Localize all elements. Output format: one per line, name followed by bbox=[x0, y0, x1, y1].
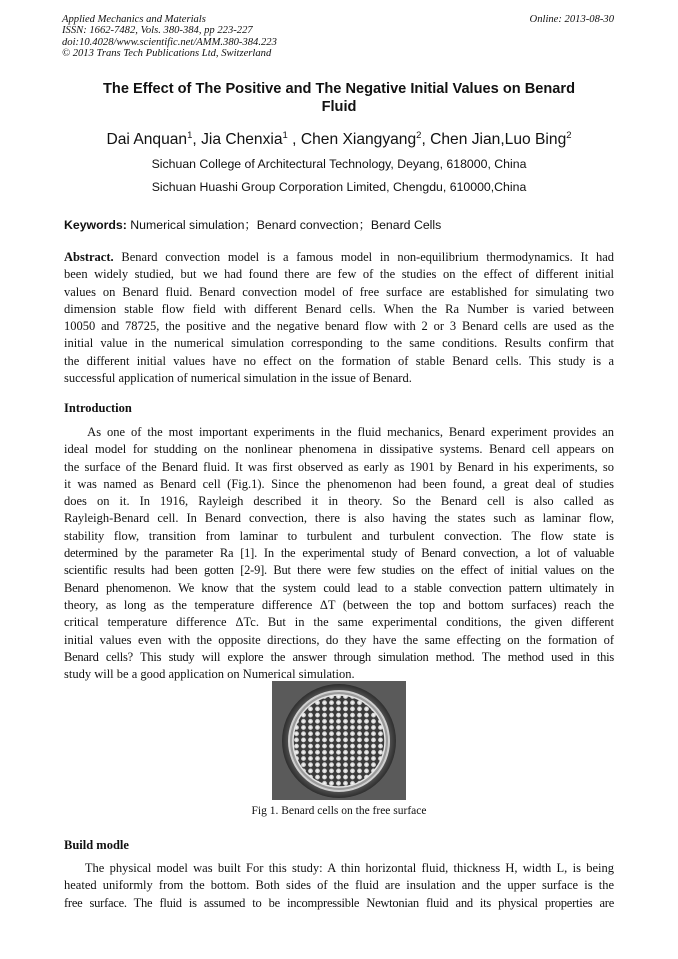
text-line: values on Benard fluid. Benard convection model of free surface are established for simulating two bbox=[64, 284, 614, 299]
text-line: Abstract. Benard convection model is a famous model in non-equilibrium thermodynamics. It had bbox=[64, 250, 614, 264]
copyright-line: © 2013 Trans Tech Publications Ltd, Switzerland bbox=[62, 48, 272, 60]
paper-title bbox=[64, 80, 614, 116]
abstract-paragraph bbox=[64, 249, 614, 387]
text-line: Benard phenomenon. We know that the system could lead to a stable convection pattern ultimately in bbox=[64, 580, 614, 595]
text-line: Benard cells? This study will explore the answer through simulation method. The method used in this bbox=[64, 649, 614, 664]
author-affiliation-mark: 1 bbox=[187, 130, 193, 141]
text-line: Rayleigh-Benard cell. In Benard convection, there is also having the states such as laminar flow, bbox=[64, 511, 614, 526]
author-list: Dai Anquan$^1$, Jia Chenxia$^1$ , Chen Xiangyang$^2$, Chen Jian,Luo Bing$^2$ bbox=[106, 130, 572, 149]
text-line: initial value in the numerical simulation corresponding to the same conditions. Results confirm that bbox=[64, 336, 614, 351]
affiliation-2: Sichuan Huashi Group Corporation Limited, Chengdu, 610000,China bbox=[151, 180, 527, 194]
author-affiliation-mark: 2 bbox=[566, 130, 572, 141]
author-name: Dai Anquan bbox=[106, 131, 188, 149]
author-name: Chen Xiangyang bbox=[300, 131, 417, 149]
section-heading-build-model: Build modle bbox=[64, 838, 129, 852]
journal-name: Applied Mechanics and Materials bbox=[62, 14, 206, 25]
abstract-label: Abstract. bbox=[64, 250, 114, 264]
text-line: been widely studied, but we had found there are few of the studies on the effect of different initial bbox=[64, 267, 614, 282]
text-line: The physical model was built For this study: A thin horizontal fluid, thickness H, width L, is being bbox=[64, 861, 614, 875]
text-line: initial values even with the opposite directions, do they have the same effecting on the formation of bbox=[64, 632, 614, 647]
doi-line[interactable]: doi:10.4028/www.scientific.net/AMM.380-384.223 bbox=[62, 36, 277, 48]
text-line: it was named as Benard cell (Fig.1). Since the phenomenon had been found, a great deal of studies bbox=[64, 476, 614, 491]
text-line: heated uniformly from the bottom. Both sides of the fluid are insulation and the upper surface is the bbox=[64, 878, 614, 893]
online-date: Online: 2013-08-30 bbox=[529, 14, 614, 25]
text-line: dimension stable flow field with different Benard cells. When the Ra Number is varied between bbox=[64, 301, 614, 316]
text-line: As one of the most important experiments in the fluid mechanics, Benard experiment provides an bbox=[64, 425, 614, 439]
introduction-paragraph bbox=[64, 424, 614, 683]
section-heading-introduction: Introduction bbox=[64, 401, 132, 415]
author-affiliation-mark: 1 bbox=[282, 130, 288, 141]
text-line: stability flow, transition from laminar to turbulent and turbulent convection. The flow state is bbox=[64, 528, 614, 543]
title-line-2: Fluid bbox=[321, 99, 357, 115]
text-line: study will be a good application on Numerical simulation. bbox=[64, 667, 355, 682]
keywords bbox=[64, 215, 441, 233]
build-model-paragraph bbox=[64, 860, 614, 912]
author-name: Jia Chenxia bbox=[201, 131, 283, 149]
text-line: does on it. In 1916, Rayleigh described it in theory. So the Benard cell is also called as bbox=[64, 494, 614, 509]
text-line: critical temperature difference ΔTc. But in the same experimental conditions, the given different bbox=[64, 615, 614, 630]
figure-caption: Fig 1. Benard cells on the free surface bbox=[251, 805, 427, 817]
affiliation-1: Sichuan College of Architectural Technology, Deyang, 618000, China bbox=[151, 157, 527, 171]
text-line: ideal model for studding on the nonlinear phenomena in dissipative systems. Benard cell appears on bbox=[64, 442, 614, 457]
text-line: the surface of the Benard fluid. It was first observed as early as 1901 by Benard in his experiments, so bbox=[64, 459, 614, 474]
keywords-label: Keywords: bbox=[64, 218, 127, 232]
text-line: theory, as long as the temperature difference ΔT (between the top and bottom surfaces) reach the bbox=[64, 597, 614, 612]
text-line: free surface. The fluid is assumed to be incompressible Newtonian fluid and its physical properties are bbox=[64, 895, 614, 910]
text-line: scientific results had been gotten [2-9]. But there were few studies on the effect of initial values on the bbox=[64, 563, 614, 578]
author-affiliation-mark: 2 bbox=[416, 130, 422, 141]
benard-cells-photo bbox=[272, 681, 406, 800]
text-line: the different initial values have no effect on the formation of stable Benard cells. This study is a bbox=[64, 353, 614, 368]
keywords-text: Numerical simulation；Benard convection；Benard Cells bbox=[130, 218, 442, 232]
author-name: Chen Jian,Luo Bing bbox=[430, 131, 567, 149]
text-line: 10050 and 78725, the positive and the negative benard flow with 2 or 3 Benard cells are used as the bbox=[64, 319, 614, 334]
journal-header bbox=[62, 14, 277, 60]
text-line: successful application of numerical simulation in the issue of Benard. bbox=[64, 371, 412, 386]
text-line: determined by the parameter Ra [1]. In the experimental study of Benard convection, a lot of valuable bbox=[64, 546, 614, 561]
issn-line: ISSN: 1662-7482, Vols. 380-384, pp 223-227 bbox=[62, 25, 253, 37]
title-line-1: The Effect of The Positive and The Negative Initial Values on Benard bbox=[103, 81, 575, 97]
